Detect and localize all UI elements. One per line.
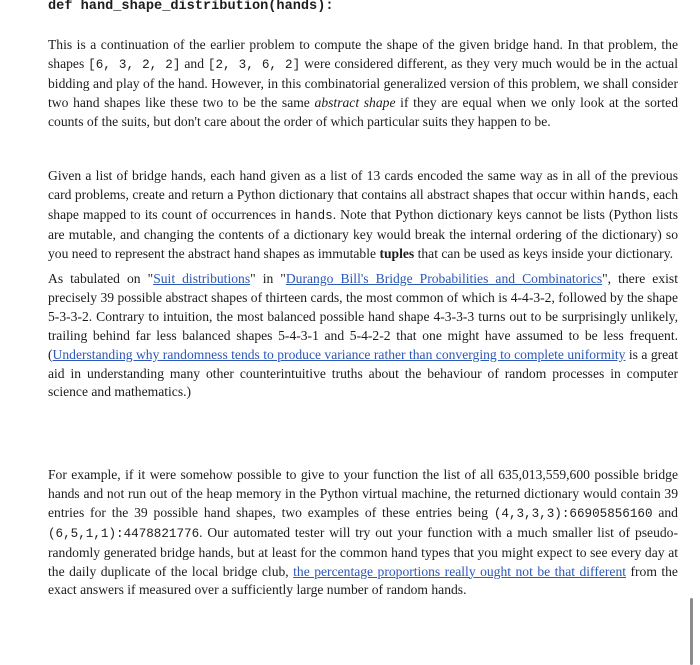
code-example-4333: (4,3,3,3):66905856160 xyxy=(493,506,653,521)
emphasis-abstract-shape: abstract shape xyxy=(314,94,396,110)
paragraph-example xyxy=(48,466,678,600)
text: This is a continuation of the earlier problem to compute the shape of the given bridge hand. In that problem, the shapes xyxy=(48,37,678,71)
paragraph-distributions xyxy=(48,270,678,402)
text: were considered different, as they very much would be in the actual bidding and play of the hand. However, in this combinatorial generalized version of this problem, we shall consider two hand shapes like these two to be the same xyxy=(48,55,678,110)
paragraph-intro xyxy=(48,36,678,132)
text: ", there exist precisely 39 possible abstract shapes of thirteen cards, the most common of which is 4-4-3-2, followed by the shape 5-3-3-2. Contrary to intuition, the most balanced possible hand shape 4-3-3-3 turns out to be surprisingly unlikely, trailing behind far less balanced shapes 5-4-3-1 and 5-4-2-2 that one might have assumed to be less frequent. ( xyxy=(48,271,678,362)
code-hands: hands xyxy=(294,208,333,223)
text: For example, if it were somehow possible to give to your function the list of all 635,013,559,600 possible bridge hands and not run out of the heap memory in the Python virtual machine, the returned dictionary would contain 39 entries for the 39 possible hand shapes, two examples of these entries being xyxy=(48,467,678,520)
function-signature-heading: def hand_shape_distribution(hands): xyxy=(48,0,334,14)
bold-tuples: tuples xyxy=(379,245,415,261)
paragraph-task xyxy=(48,167,678,264)
text: As tabulated on " xyxy=(48,271,154,286)
text: and xyxy=(652,504,678,520)
link-suit-distributions[interactable]: Suit distributions xyxy=(153,271,251,286)
text: Given a list of bridge hands, each hand given as a list of 13 cards encoded the same way as in all of the previous card problems, create and return a Python dictionary that contains all abstract shapes that occur within xyxy=(48,168,678,202)
text: and xyxy=(180,55,208,71)
code-hands: hands xyxy=(608,188,647,203)
text: from the exact answers if measured over a sufficiently large number of random hands. xyxy=(48,563,678,598)
link-durango-bill[interactable]: Durango Bill's Bridge Probabilities and Combinatorics xyxy=(285,271,603,286)
code-shape-a: [6, 3, 2, 2] xyxy=(88,57,181,72)
text: , each shape mapped to its count of occurrences in xyxy=(48,186,678,222)
link-randomness-variance[interactable]: Understanding why randomness tends to produce variance rather than converging to complete uniformity xyxy=(52,346,626,362)
text: if they are equal when we only look at the sorted counts of the suits, but don't care about the order of which particular suits they happen to be. xyxy=(48,94,679,129)
scrollbar-thumb[interactable] xyxy=(690,598,693,665)
text: . Note that Python dictionary keys cannot be lists (Python lists are mutable, and changing the contents of a dictionary key would break the internal ordering of the dictionary) so you need to represent the abstract hand shapes as immutable xyxy=(48,206,678,261)
text: . Our automated tester will try out your function with a much smaller list of pseudo-randomly generated bridge hands, but at least for the common hand types that you might expect to see every day at the daily duplicate of the local bridge club, xyxy=(48,524,678,579)
text: is a great aid in understanding many other counterintuitive truths about the behaviour of random processes in computer science and mathematics.) xyxy=(48,346,678,400)
text: that can be used as keys inside your dictionary. xyxy=(414,245,674,261)
code-shape-b: [2, 3, 6, 2] xyxy=(207,57,301,72)
code-example-6511: (6,5,1,1):4478821776 xyxy=(48,526,200,541)
document xyxy=(48,0,679,598)
link-percentage-proportions[interactable]: the percentage proportions really ought not be that different xyxy=(293,563,627,579)
text: " in " xyxy=(250,271,286,286)
